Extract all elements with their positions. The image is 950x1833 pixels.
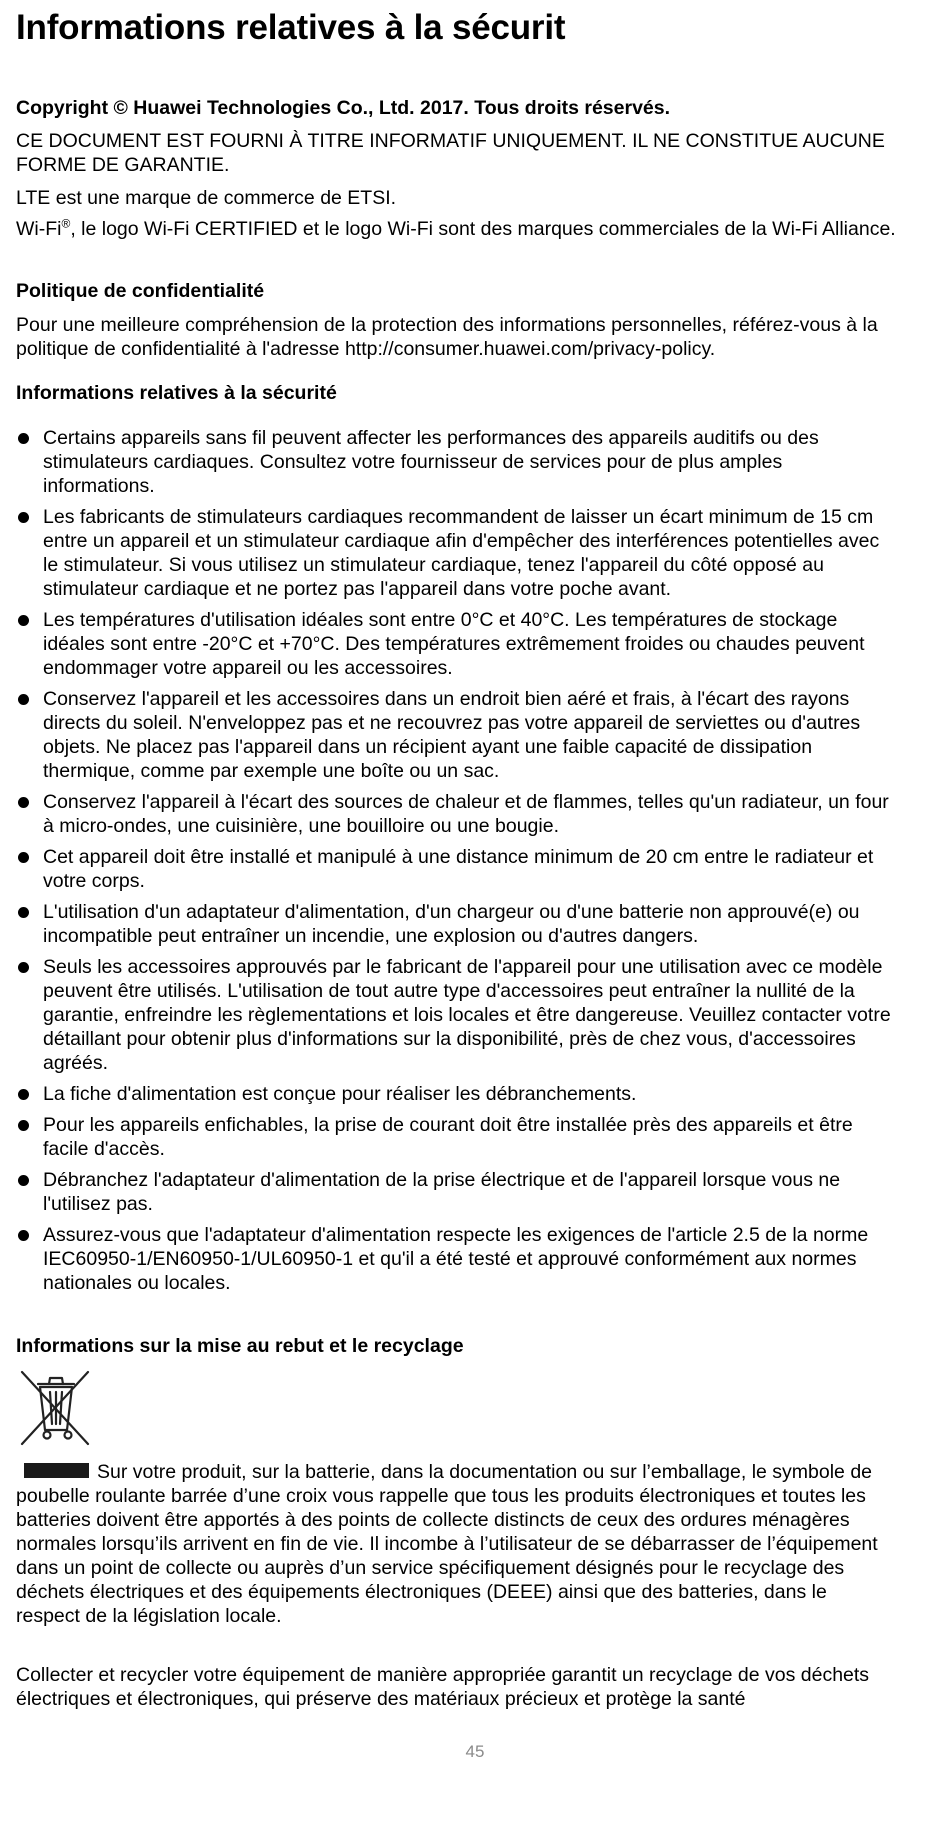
recycling-text-1 bbox=[16, 1460, 892, 1628]
list-item bbox=[16, 900, 896, 948]
wifi-trademark-notice bbox=[16, 214, 896, 244]
separator-bar bbox=[24, 1463, 89, 1478]
recycling-text-1-content: Sur votre produit, sur la batterie, dans la documentation ou sur l’emballage, le symbole de poubelle roulante barrée d’une croix vous rappelle que tous les produits électroniques et toutes les batteries doivent être apportés à des points de collecte distincts de ceux des ordures ménagères normales lorsqu’ils arrivent en fin de vie. Il incombe à l’utilisateur de se débarrasser de l’équipement dans un point de collecte ou auprès d’un service spécifiquement désignés pour le recyclage des déchets électriques et des équipements électroniques (DEEE) ainsi que des batteries, dans le respect de la législation locale. bbox=[16, 1461, 878, 1627]
privacy-text: Pour une meilleure compréhension de la protection des informations personnelles, référez-vous à la politique de confidentialité à l'adresse http://consumer.huawei.com/privacy-policy. bbox=[16, 314, 878, 360]
bullet-dot bbox=[18, 852, 29, 863]
disclaimer-text: CE DOCUMENT EST FOURNI À TITRE INFORMATIF UNIQUEMENT. IL NE CONSTITUE AUCUNE FORME DE GARANTIE. bbox=[16, 130, 885, 176]
page-title: Informations relatives à la sécurit bbox=[16, 8, 566, 47]
list-item-text: Débranchez l'adaptateur d'alimentation de la prise électrique et de l'appareil lorsque vous ne l'utilisez pas. bbox=[43, 1169, 841, 1215]
bullet-dot bbox=[18, 1175, 29, 1186]
list-item bbox=[16, 608, 896, 680]
list-item-text: Les fabricants de stimulateurs cardiaques recommandent de laisser un écart minimum de 15 cm entre un appareil et un stimulateur cardiaque afin d'empêcher des interférences potentielles avec le stimulateur. Si vous utilisez un stimulateur cardiaque, tenez l'appareil du côté opposé au stimulateur cardiaque et ne portez pas l'appareil dans votre poche avant. bbox=[43, 506, 880, 600]
list-item bbox=[16, 845, 896, 893]
list-item-text: Conservez l'appareil et les accessoires dans un endroit bien aéré et frais, à l'écart des rayons directs du soleil. N'enveloppez pas et ne recouvrez pas votre appareil de serviettes ou d'autres objets. Ne placez pas l'appareil dans un récipient ayant une faible capacité de dissipation thermique, comme par exemple une boîte ou un sac. bbox=[43, 688, 861, 782]
list-item bbox=[16, 1168, 896, 1216]
page-number: 45 bbox=[465, 1742, 485, 1761]
bullet-dot bbox=[18, 694, 29, 705]
bullet-dot bbox=[18, 1089, 29, 1100]
list-item-text: Pour les appareils enfichables, la prise de courant doit être installée près des appareils et être facile d'accès. bbox=[43, 1114, 853, 1160]
registered-mark: ® bbox=[61, 216, 71, 231]
bullet-dot bbox=[18, 797, 29, 808]
crossed-out-wheeled-bin-icon bbox=[16, 1368, 94, 1448]
wifi-prefix: Wi-Fi bbox=[16, 218, 62, 240]
bullet-dot bbox=[18, 1230, 29, 1241]
list-item bbox=[16, 790, 896, 838]
list-item bbox=[16, 426, 896, 498]
wifi-notice-rest: , le logo Wi-Fi CERTIFIED et le logo Wi-Fi sont des marques commerciales de la Wi-Fi Alliance. bbox=[70, 218, 896, 240]
list-item bbox=[16, 1113, 896, 1161]
safety-heading: Informations relatives à la sécurité bbox=[16, 382, 337, 404]
copyright-line: Copyright © Huawei Technologies Co., Ltd. 2017. Tous droits réservés. bbox=[16, 97, 671, 119]
list-item-text: Conservez l'appareil à l'écart des sources de chaleur et de flammes, telles qu'un radiateur, un four à micro-ondes, une cuisinière, une bouilloire ou une bougie. bbox=[43, 791, 889, 837]
list-item-text: Les températures d'utilisation idéales sont entre 0°C et 40°C. Les températures de stockage idéales sont entre -20°C et +70°C. Des températures extrêmement froides ou chaudes peuvent endommager votre appareil ou les accessoires. bbox=[43, 609, 865, 679]
list-item-text: Assurez-vous que l'adaptateur d'alimentation respecte les exigences de l'article 2.5 de la norme IEC60950-1/EN60950-1/UL60950-1 et qu'il a été testé et approuvé conformément aux normes nationales ou locales. bbox=[43, 1224, 869, 1294]
list-item bbox=[16, 1082, 896, 1106]
safety-list bbox=[16, 426, 896, 1302]
bullet-dot bbox=[18, 615, 29, 626]
privacy-heading: Politique de confidentialité bbox=[16, 280, 265, 302]
list-item bbox=[16, 955, 896, 1075]
lte-trademark-notice: LTE est une marque de commerce de ETSI. bbox=[16, 187, 397, 209]
bullet-dot bbox=[18, 512, 29, 523]
bullet-dot bbox=[18, 433, 29, 444]
recycling-heading: Informations sur la mise au rebut et le recyclage bbox=[16, 1335, 464, 1357]
list-item bbox=[16, 1223, 896, 1295]
list-item-text: L'utilisation d'un adaptateur d'alimentation, d'un chargeur ou d'une batterie non approuvé(e) ou incompatible peut entraîner un incendie, une explosion ou d'autres dangers. bbox=[43, 901, 860, 947]
bullet-dot bbox=[18, 1120, 29, 1131]
recycling-text-2: Collecter et recycler votre équipement de manière appropriée garantit un recyclage de vos déchets électriques et électroniques, qui préserve des matériaux précieux et protège la santé bbox=[16, 1664, 870, 1710]
list-item bbox=[16, 505, 896, 601]
list-item-text: La fiche d'alimentation est conçue pour réaliser les débranchements. bbox=[43, 1083, 637, 1105]
bullet-dot bbox=[18, 907, 29, 918]
list-item-text: Cet appareil doit être installé et manipulé à une distance minimum de 20 cm entre le radiateur et votre corps. bbox=[43, 846, 874, 892]
list-item-text: Seuls les accessoires approuvés par le fabricant de l'appareil pour une utilisation avec ce modèle peuvent être utilisés. L'utilisation de tout autre type d'accessoires peut entraîner la nullité de la garantie, enfreindre les règlementations et lois locales et être dangereuse. Veuillez contacter votre détaillant pour obtenir plus d'informations sur la disponibilité, près de chez vous, d'accessoires agréés. bbox=[43, 956, 891, 1074]
list-item-text: Certains appareils sans fil peuvent affecter les performances des appareils auditifs ou des stimulateurs cardiaques. Consultez votre fournisseur de services pour de plus amples informations. bbox=[43, 427, 819, 497]
list-item bbox=[16, 687, 896, 783]
bullet-dot bbox=[18, 962, 29, 973]
